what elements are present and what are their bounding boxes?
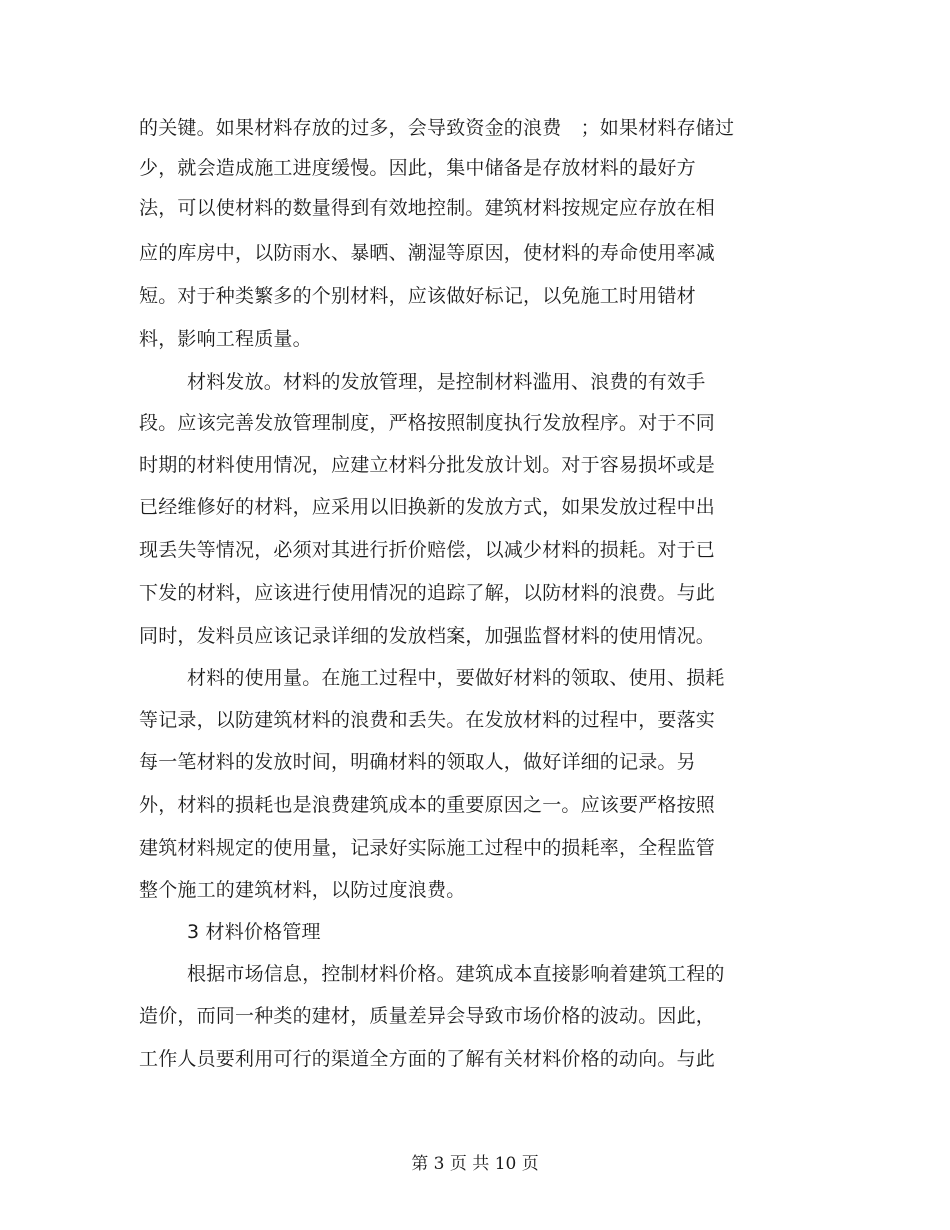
paragraph-line: 已经维修好的材料，应采用以旧换新的发放方式，如果发放过程中出 bbox=[139, 496, 716, 518]
paragraph-line: 段。应该完善发放管理制度，严格按照制度执行发放程序。对于不同 bbox=[139, 412, 716, 434]
paragraph-line: 少，就会造成施工进度缓慢。因此，集中储备是存放材料的最好方 bbox=[139, 157, 696, 179]
paragraph-line: 法，可以使材料的数量得到有效地控制。建筑材料按规定应存放在相 bbox=[139, 197, 716, 219]
paragraph-line: 工作人员要利用可行的渠道全方面的了解有关材料价格的动向。与此 bbox=[139, 1048, 716, 1070]
page-number-footer: 第 3 页 共 10 页 bbox=[411, 1154, 539, 1174]
paragraph-line: 每一笔材料的发放时间，明确材料的领取人，做好详细的记录。另 bbox=[139, 751, 696, 773]
paragraph-line: 料，影响工程质量。 bbox=[139, 328, 312, 350]
paragraph-line: 同时，发料员应该记录详细的发放档案，加强监督材料的使用情况。 bbox=[139, 625, 716, 647]
paragraph-line: 下发的材料，应该进行使用情况的追踪了解，以防材料的浪费。与此 bbox=[139, 582, 716, 604]
paragraph-line: 的关键。如果材料存放的过多，会导致资金的浪费 ；如果材料存储过 bbox=[139, 117, 735, 139]
paragraph-line: 短。对于种类繁多的个别材料，应该做好标记，以免施工时用错材 bbox=[139, 285, 696, 307]
paragraph-line: 整个施工的建筑材料，以防过度浪费。 bbox=[139, 879, 466, 901]
paragraph-line: 应的库房中，以防雨水、暴晒、潮湿等原因，使材料的寿命使用率减 bbox=[139, 242, 716, 264]
paragraph-line: 材料发放。材料的发放管理，是控制材料滥用、浪费的有效手 bbox=[187, 371, 706, 393]
paragraph-line: 材料的使用量。在施工过程中，要做好材料的领取、使用、损耗 bbox=[187, 667, 725, 689]
paragraph-line: 根据市场信息，控制材料价格。建筑成本直接影响着建筑工程的 bbox=[187, 963, 725, 985]
paragraph-line: 造价，而同一种类的建材，质量差异会导致市场价格的波动。因此， bbox=[139, 1005, 716, 1027]
paragraph-line: 现丢失等情况，必须对其进行折价赔偿，以减少材料的损耗。对于已 bbox=[139, 539, 716, 561]
paragraph-line: 时期的材料使用情况，应建立材料分批发放计划。对于容易损坏或是 bbox=[139, 454, 716, 476]
section-heading: 3 材料价格管理 bbox=[187, 921, 321, 943]
paragraph-line: 建筑材料规定的使用量，记录好实际施工过程中的损耗率，全程监管 bbox=[139, 837, 716, 859]
paragraph-line: 等记录，以防建筑材料的浪费和丢失。在发放材料的过程中，要落实 bbox=[139, 709, 716, 731]
paragraph-line: 外，材料的损耗也是浪费建筑成本的重要原因之一。应该要严格按照 bbox=[139, 794, 716, 816]
